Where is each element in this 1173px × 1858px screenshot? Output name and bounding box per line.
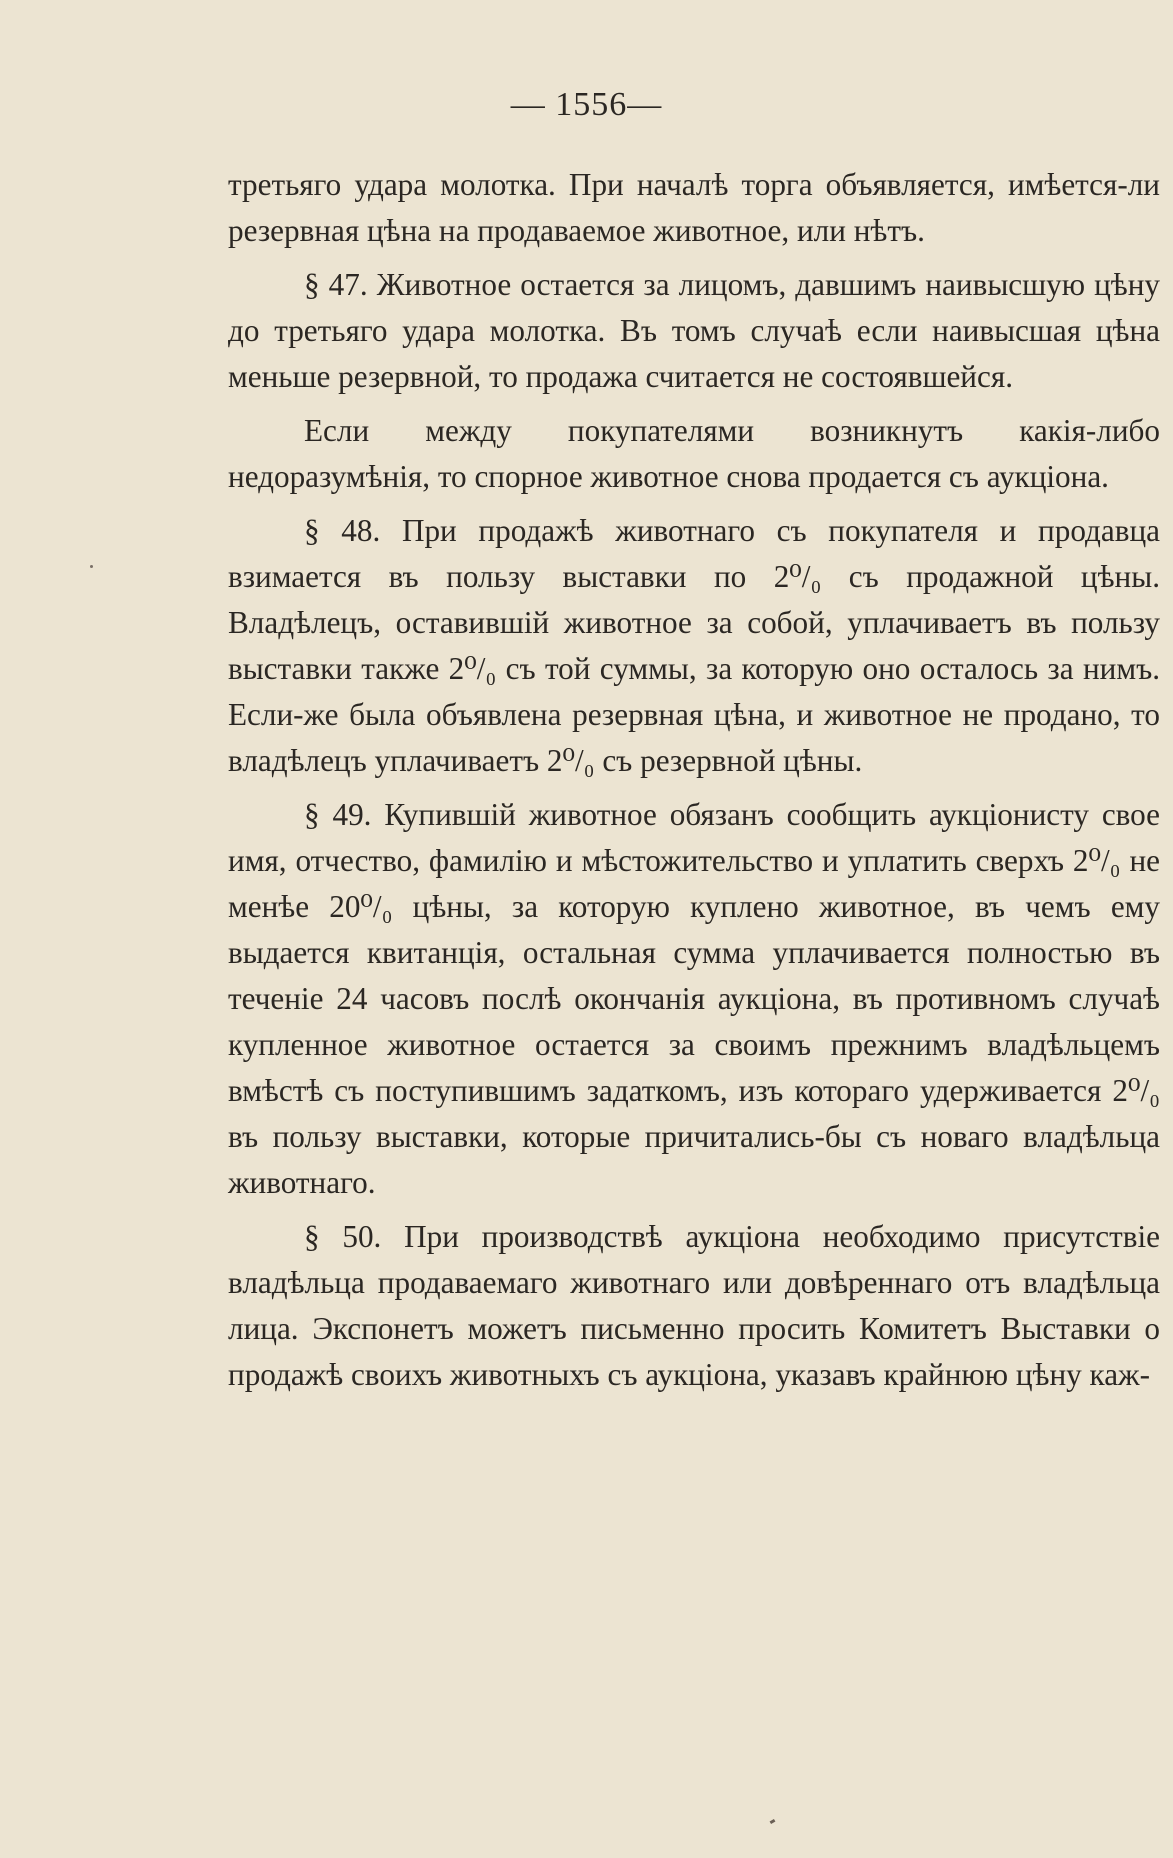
paragraph-disputes: Если между покупателями возникнутъ какія-либо недоразумѣнія, то спорное животное снова продается съ аукціона. bbox=[228, 413, 1160, 494]
page-number: — 1556— bbox=[510, 86, 663, 123]
paragraph-continuation: третьяго удара молотка. При началѣ торга объявляется, имѣется-ли резервная цѣна на продаваемое животное, или нѣтъ. bbox=[228, 167, 1160, 248]
margin-speck bbox=[90, 565, 93, 568]
paragraph-section-48: § 48. При продажѣ животнаго съ покупателя и продавца взимается въ пользу выставки по 2⁰/₀ съ продажной цѣны. Владѣлецъ, оставившій животное за собой, уплачиваетъ въ пользу выставки также 2⁰/₀ съ той суммы, за которую оно осталось за нимъ. Если-же была объявлена резервная цѣна, и животное не продано, то владѣлецъ уплачиваетъ 2⁰/₀ съ резервной цѣны. bbox=[228, 513, 1160, 778]
paragraph-section-50: § 50. При производствѣ аукціона необходимо присутствіе владѣльца продаваемаго животнаго или довѣреннаго отъ владѣльца лица. Экспонетъ можетъ письменно просить Комитетъ Выставки о продажѣ своихъ животныхъ съ аукціона, указавъ крайнюю цѣну каж- bbox=[228, 1219, 1160, 1392]
body-text bbox=[228, 162, 1160, 1406]
paragraph-section-49: § 49. Купившій животное обязанъ сообщить аукціонисту свое имя, отчество, фамилію и мѣстожительство и уплатить сверхъ 2⁰/₀ не менѣе 20⁰/₀ цѣны, за которую куплено животное, въ чемъ ему выдается квитанція, остальная сумма уплачивается полностью въ теченіе 24 часовъ послѣ окончанія аукціона, въ противномъ случаѣ купленное животное остается за своимъ прежнимъ владѣльцемъ вмѣстѣ съ поступившимъ задаткомъ, изъ котораго удерживается 2⁰/₀ въ пользу выставки, которые причитались-бы съ новаго владѣльца животнаго. bbox=[228, 797, 1160, 1200]
paragraph-section-47: § 47. Животное остается за лицомъ, давшимъ наивысшую цѣну до третьяго удара молотка. Въ томъ случаѣ если наивысшая цѣна меньше резервной, то продажа считается не состоявшейся. bbox=[228, 267, 1160, 394]
bottom-speck bbox=[770, 1819, 776, 1824]
